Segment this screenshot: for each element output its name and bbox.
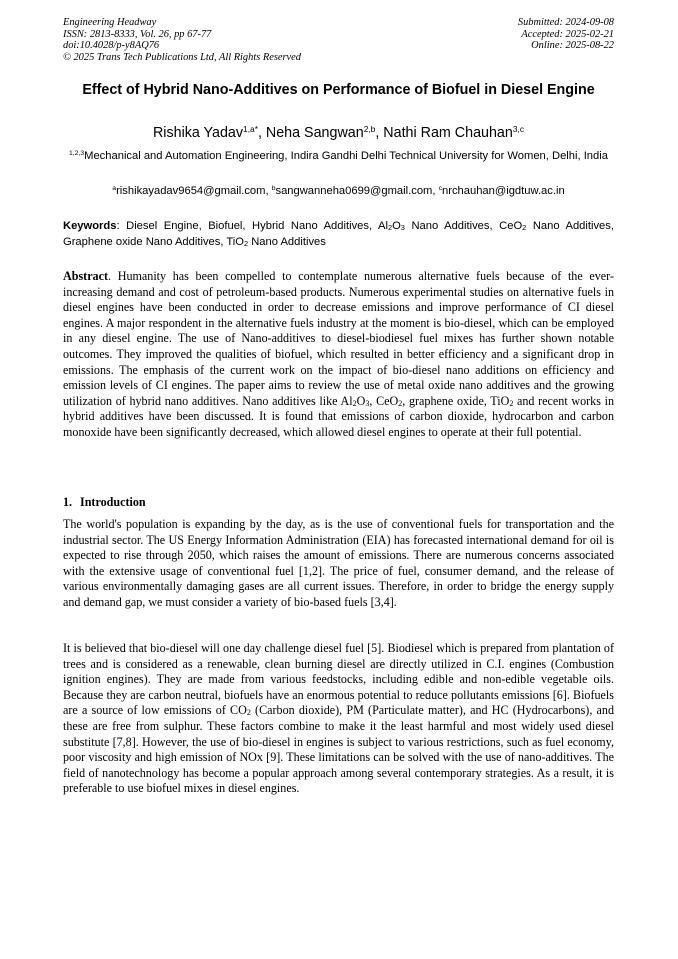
email-link[interactable]: sangwanneha0699@gmail.com: [275, 185, 433, 197]
subscript: 2: [246, 708, 251, 718]
author-affiliation-mark: 1,a*: [243, 124, 258, 134]
section-heading-introduction: [63, 494, 146, 510]
affiliation-mark: 1,2,3: [69, 150, 85, 157]
email-mark: a: [112, 185, 117, 192]
author-name: Rishika Yadav: [152, 125, 244, 141]
abstract-text: and recent works in hybrid additives have been discussed. It is found that emissions of carbon dioxide, hydrocarbon and carbon monoxide have been significantly decreased, which allowed diesel engines to operate at their full potential.: [63, 393, 614, 439]
section-title: Introduction: [80, 495, 146, 509]
author-name: Nathi Ram Chauhan: [383, 125, 513, 141]
email-mark: c: [438, 185, 442, 192]
keywords-text: : Diesel Engine, Biofuel, Hybrid Nano Additives, Al: [116, 220, 388, 232]
introduction-paragraph-1: The world's population is expanding by the day, as is the use of conventional fuels for transportation and the industrial sector. The US Energy Information Administration (EIA) has forecasted international demand for oil is expected to rise through 2050, which raises the amount of emissions. There are numerous concerns associated with the extensive usage of conventional fuel [1,2]. The price of fuel, consumer demand, and the release of various environmentally damaging gases are all current issues. Therefore, in order to bridge the energy supply and demand gap, we must consider a variety of bio-based fuels [3,4].: [63, 517, 614, 609]
abstract-label: Abstract: [63, 269, 109, 283]
subscript: 2: [522, 223, 527, 232]
email-link[interactable]: rishikayadav9654@gmail.com: [116, 185, 266, 197]
author-emails: $^a$rishikayadav9654@gmail.com, $^b$sangwanneha0699@gmail.com, $^c$nrchauhan@igdtuw.ac.in: [112, 185, 565, 197]
author-affiliation-mark: 2,b: [363, 124, 376, 134]
issn-volume: ISSN: 2813-8333, Vol. 26, pp 67-77: [63, 28, 212, 40]
abstract-text: . Humanity has been compelled to contemplate numerous alternative fuels because of the ever-increasing demand and cost of petroleum-based products. Numerous experimental studies on alternative fuels in diesel engines have been conducted in order to decrease emissions and improve performance of CI diesel engines. A major respondent in the alternative fuels industry at the moment is bio-diesel, which can be employed in any diesel engine. The use of Nano-additives to diesel-biodiesel fuel mixes has further shown notable outcomes. They improved the qualities of biofuel, which resulted in better efficiency and a significant drop in emissions. The emphasis of the current work on the impact of bio-diesel nano additions on efficiency and emission levels of CI engines. The paper aims to review the use of metal oxide nano additives and the growing utilization of hybrid nano additives. Nano additives like Al: [63, 269, 614, 408]
keywords-text: Nano Additives: [248, 235, 326, 248]
submitted-date: Submitted: 2024-09-08: [517, 17, 614, 28]
copyright: © 2025 Trans Tech Publications Ltd, All Rights Reserved: [63, 51, 301, 63]
abstract: [63, 269, 614, 441]
section-number: 1.: [63, 495, 73, 509]
paragraph-text: (Carbon dioxide), PM (Particulate matter), and HC (Hydrocarbons), and these are free from sulphur. These factors combine to make it the least harmful and most widely used diesel substitute [7,8]. However, the use of bio-diesel in engines is subject to various restrictions, such as fuel economy, poor viscosity and high emission of NOx [9]. These limitations can be solved with the use of nano-additives. The field of nanotechnology has become a popular approach among several contemporary strategies. As a result, it is preferable to use biofuel mixes in diesel engines.: [63, 703, 615, 796]
journal-name: Engineering Headway: [63, 17, 157, 28]
paragraph-text: It is believed that bio-diesel will one day challenge diesel fuel [5]. Biodiesel which is prepared from plantation of trees and is considered as a renewable, clean burning diesel are directly utilized in C.I. engines (Combustion ignition engines). They are made from various feedstocks, including edible and non-edible vegetable oils. Because they are carbon neutral, biofuels have an enormous potential to reduce pollutants emissions [6]. Biofuels are a source of low emissions of CO: [63, 641, 614, 718]
abstract-text: O: [356, 393, 366, 408]
subscript: 2: [509, 398, 514, 408]
introduction-paragraph-2: [63, 641, 614, 797]
author-list: Rishika Yadav$^{1,a*}$, Neha Sangwan$^{2,b}$, Nathi Ram Chauhan$^{3,c}$: [152, 124, 525, 141]
affiliation-text: Mechanical and Automation Engineering, Indira Gandhi Delhi Technical University for Women, Delhi, India: [84, 150, 608, 162]
author-affiliation-mark: 3,c: [512, 124, 525, 134]
publication-dates: [518, 17, 614, 52]
subscript: 2: [398, 398, 403, 408]
subscript: 2: [243, 238, 249, 248]
paper-title: Effect of Hybrid Nano-Additives on Performance of Biofuel in Diesel Engine: [82, 82, 595, 98]
accepted-date: Accepted: 2025-02-21: [521, 28, 614, 40]
abstract-text: , CeO: [369, 393, 399, 408]
subscript: 3: [365, 398, 370, 408]
keywords-text: O: [392, 220, 401, 232]
email-link[interactable]: nrchauhan@igdtuw.ac.in: [442, 185, 565, 197]
subscript: 2: [352, 398, 357, 408]
email-mark: b: [271, 185, 276, 192]
affiliation: [63, 149, 614, 165]
author-name: Neha Sangwan: [265, 125, 364, 141]
doi: doi:10.4028/p-y8AQ76: [63, 40, 160, 52]
journal-info: [63, 17, 301, 63]
keywords-text: Nano Additives, Graphene oxide Nano Additives, TiO: [63, 220, 614, 248]
abstract-text: , graphene oxide, TiO: [402, 393, 510, 408]
online-date: Online: 2025-08-22: [531, 40, 614, 52]
subscript: 2: [387, 223, 393, 232]
subscript: 3: [400, 223, 405, 232]
keywords: [63, 219, 614, 250]
keywords-label: Keywords: [63, 220, 117, 232]
keywords-text: Nano Additives, CeO: [404, 220, 523, 232]
